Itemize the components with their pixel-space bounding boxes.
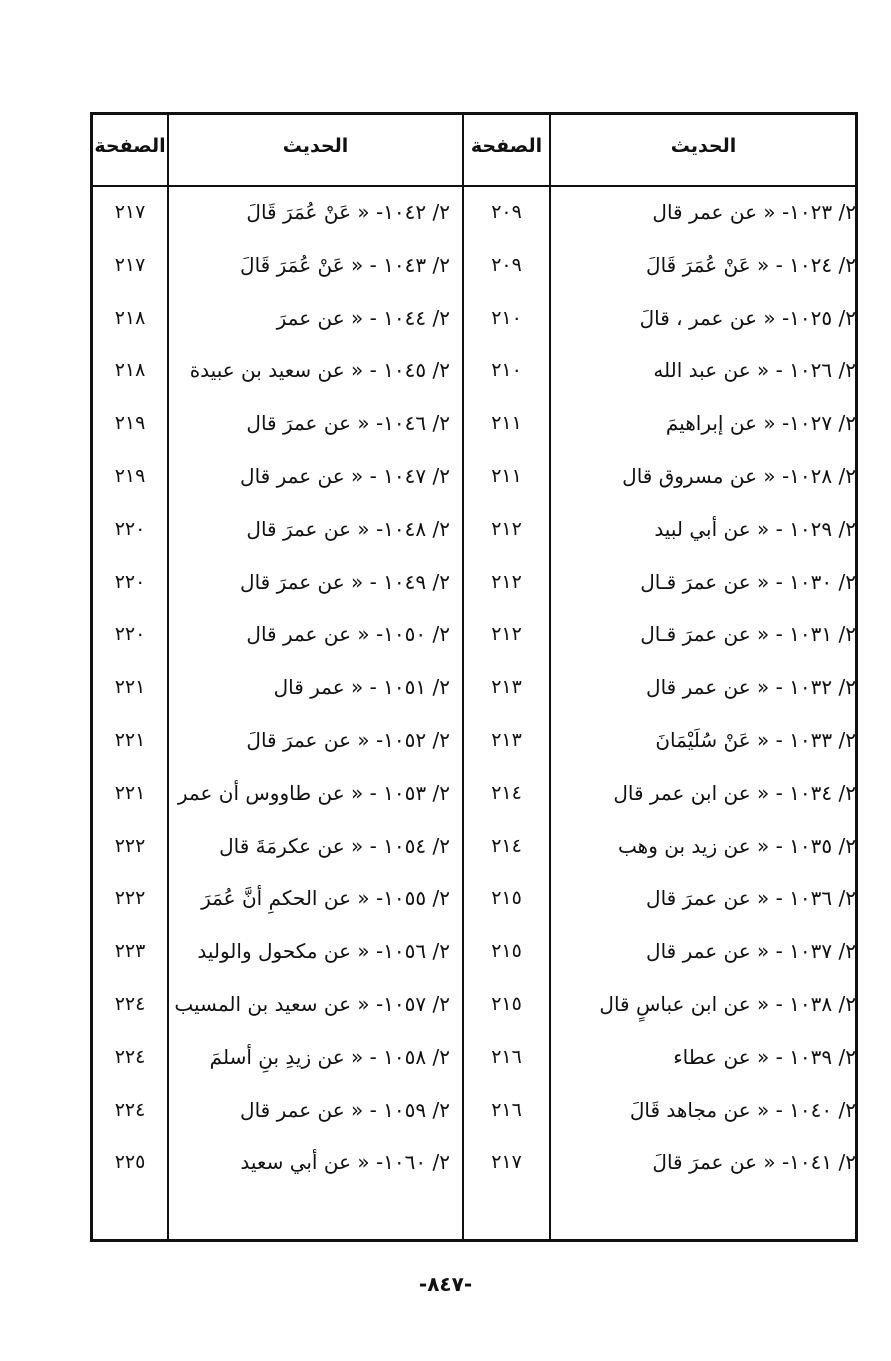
page-reference: ٢١٤: [491, 835, 522, 857]
hadith-entry: ٢/ ١٠٣٩ - « عن عطاء: [673, 1045, 856, 1069]
page-reference: ٢٢١: [114, 782, 146, 804]
hadith-entry: ٢/ ١٠٤١- « عن عمرَ قالَ: [652, 1150, 856, 1174]
page-reference: ٢٢١: [114, 729, 146, 751]
page-reference: ٢١٠: [491, 359, 522, 381]
hadith-entry: ٢/ ١٠٣٨ - « عن ابن عباسٍ قال: [599, 992, 856, 1016]
column-header-hadith: الحديث: [670, 135, 737, 157]
hadith-entry: ٢/ ١٠٥٦- « عن مكحول والوليد: [197, 939, 450, 963]
hadith-entry: ٢/ ١٠٤٦- « عن عمرَ قال: [246, 411, 450, 435]
page-reference: ٢١٣: [491, 729, 522, 751]
hadith-entry: ٢/ ١٠٤٢- « عَنْ عُمَرَ قَالَ: [246, 200, 450, 224]
hadith-entry: ٢/ ١٠٥٩ - « عن عمر قال: [240, 1098, 450, 1122]
hadith-entry: ٢/ ١٠٢٦ - « عن عبد الله: [653, 358, 856, 382]
hadith-entry: ٢/ ١٠٥٧- « عن سعيد بن المسيب: [174, 992, 450, 1016]
page-reference: ٢٢٠: [114, 518, 146, 540]
page-reference: ٢٠٩: [491, 201, 522, 223]
hadith-entry: ٢/ ١٠٣٧ - « عن عمر قال: [646, 939, 856, 963]
page-reference: ٢٢٢: [114, 887, 146, 909]
page-reference: ٢٢٠: [114, 571, 146, 593]
hadith-entry: ٢/ ١٠٤٥ - « عن سعيد بن عبيدة: [189, 358, 450, 382]
hadith-entry: ٢/ ١٠٢٩ - « عن أبي لبيد: [654, 517, 856, 541]
page-reference: ٢١٢: [491, 571, 522, 593]
page-reference: ٢١١: [491, 465, 522, 487]
hadith-entry: ٢/ ١٠٤٠ - « عن مجاهد قَالَ: [629, 1098, 856, 1122]
hadith-entry: ٢/ ١٠٤٤ - « عن عمرَ: [276, 306, 450, 330]
page-reference: ٢١٧: [114, 254, 146, 276]
page-reference: ٢٢٠: [114, 623, 146, 645]
hadith-entry: ٢/ ١٠٥٥- « عن الحكمِ أنَّ عُمَرَ: [201, 886, 450, 910]
hadith-entry: ٢/ ١٠٥٣ - « عن طاووس أن عمر: [177, 781, 450, 805]
page-reference: ٢٢٢: [114, 835, 146, 857]
hadith-entry: ٢/ ١٠٥١ - « عمر قال: [273, 675, 450, 699]
page-reference: ٢١٥: [491, 887, 522, 909]
header-divider: [93, 185, 855, 187]
page-number: -٨٤٧-: [418, 1272, 473, 1296]
page-reference: ٢١٢: [491, 623, 522, 645]
hadith-entry: ٢/ ١٠٢٥- « عن عمر ، قالَ: [639, 306, 856, 330]
page-reference: ٢١٦: [491, 1099, 522, 1121]
hadith-entry: ٢/ ١٠٤٣ - « عَنْ عُمَرَ قَالَ: [240, 253, 450, 277]
hadith-entry: ٢/ ١٠٥٤ - « عن عكرمَةَ قال: [219, 834, 450, 858]
page-reference: ٢١٩: [114, 465, 146, 487]
page-reference: ٢١٠: [491, 307, 522, 329]
hadith-entry: ٢/ ١٠٣٥ - « عن زيد بن وهب: [618, 834, 856, 858]
page-reference: ٢٢٤: [114, 1099, 146, 1121]
hadith-entry: ٢/ ١٠٣٤ - « عن ابن عمر قال: [613, 781, 856, 805]
hadith-index-table: [90, 112, 858, 1242]
hadith-entry: ٢/ ١٠٦٠- « عن أبي سعيد: [240, 1150, 450, 1174]
hadith-entry: ٢/ ١٠٢٣- « عن عمر قال: [652, 200, 856, 224]
page-reference: ٢١٣: [491, 676, 522, 698]
column-header-page: الصفحة: [470, 135, 543, 157]
page-reference: ٢٢١: [114, 676, 146, 698]
page-reference: ٢٢٥: [114, 1151, 146, 1173]
page-reference: ٢٢٤: [114, 1046, 146, 1068]
page-reference: ٢١١: [491, 412, 522, 434]
hadith-entry: ٢/ ١٠٣٣ - « عَنْ سُلَيْمَانَ: [655, 728, 856, 752]
page-reference: ٢١٢: [491, 518, 522, 540]
page-reference: ٢٠٩: [491, 254, 522, 276]
page-reference: ٢١٨: [114, 307, 146, 329]
hadith-entry: ٢/ ١٠٤٧ - « عن عمر قال: [240, 464, 450, 488]
hadith-entry: ٢/ ١٠٤٨- « عن عمرَ قال: [246, 517, 450, 541]
hadith-entry: ٢/ ١٠٤٩ - « عن عمرَ قال: [240, 570, 450, 594]
hadith-entry: ٢/ ١٠٣٠ - « عن عمرَ قـال: [640, 570, 856, 594]
hadith-entry: ٢/ ١٠٥٠- « عن عمر قال: [246, 622, 450, 646]
page-reference: ٢١٥: [491, 940, 522, 962]
hadith-entry: ٢/ ١٠٥٨ - « عن زيدِ بنِ أسلمَ: [209, 1045, 450, 1069]
page-reference: ٢١٦: [491, 1046, 522, 1068]
hadith-entry: ٢/ ١٠٢٧- « عن إبراهيمَ: [665, 411, 856, 435]
hadith-entry: ٢/ ١٠٢٤ - « عَنْ عُمَرَ قَالَ: [646, 253, 856, 277]
page-reference: ٢٢٤: [114, 993, 146, 1015]
hadith-entry: ٢/ ١٠٢٨- « عن مسروق قال: [622, 464, 856, 488]
hadith-entry: ٢/ ١٠٣٦ - « عن عمرَ قال: [646, 886, 856, 910]
page-reference: ٢١٧: [114, 201, 146, 223]
hadith-entry: ٢/ ١٠٣١ - « عن عمرَ قـال: [640, 622, 856, 646]
hadith-entry: ٢/ ١٠٥٢- « عن عمرَ قالَ: [246, 728, 450, 752]
page-reference: ٢١٩: [114, 412, 146, 434]
page-reference: ٢١٤: [491, 782, 522, 804]
column-header-page: الصفحة: [94, 135, 166, 157]
page-reference: ٢١٧: [491, 1151, 522, 1173]
hadith-entry: ٢/ ١٠٣٢ - « عن عمر قال: [646, 675, 856, 699]
page-reference: ٢١٥: [491, 993, 522, 1015]
column-header-hadith: الحديث: [282, 135, 349, 157]
page-reference: ٢٢٣: [114, 940, 146, 962]
page-reference: ٢١٨: [114, 359, 146, 381]
